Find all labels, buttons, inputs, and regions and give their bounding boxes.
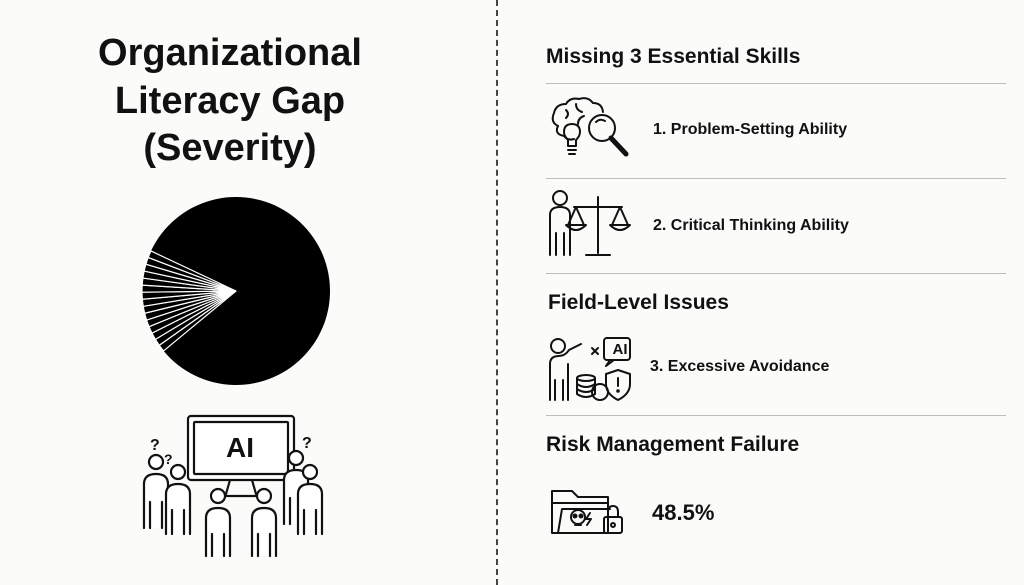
question-mark-2: ? <box>164 451 173 467</box>
skill-item-1: 1. Problem-Setting Ability <box>653 121 848 138</box>
section-rule <box>546 83 1006 84</box>
skill-item-2: 2. Critical Thinking Ability <box>653 217 849 234</box>
ai-badge-label: AI <box>612 341 628 358</box>
section-rule <box>546 273 1006 274</box>
folder-skull-lock-icon <box>548 483 632 541</box>
section-heading-risk-management: Risk Management Failure <box>546 433 800 456</box>
section-rule <box>546 415 1006 416</box>
page-title <box>60 30 400 173</box>
ai-screen-label: AI <box>226 432 254 463</box>
issue-item-3: 3. Excessive Avoidance <box>650 358 830 375</box>
section-rule <box>546 178 1006 179</box>
title-line-3: (Severity) <box>143 127 317 169</box>
title-line-2: Literacy Gap <box>114 79 346 122</box>
person-balance-scale-icon <box>546 189 636 261</box>
section-heading-field-issues: Field-Level Issues <box>548 291 729 314</box>
risk-failure-stat: 48.5% <box>652 500 715 525</box>
title-line-1: Organizational <box>98 32 362 74</box>
brain-lightbulb-magnifier-icon <box>548 96 632 162</box>
question-mark-3: ? <box>302 435 312 452</box>
section-heading-essential-skills: Missing 3 Essential Skills <box>546 45 801 68</box>
severity-pie-chart <box>140 195 332 387</box>
center-divider <box>496 0 498 585</box>
question-mark-1: ? <box>150 437 160 454</box>
